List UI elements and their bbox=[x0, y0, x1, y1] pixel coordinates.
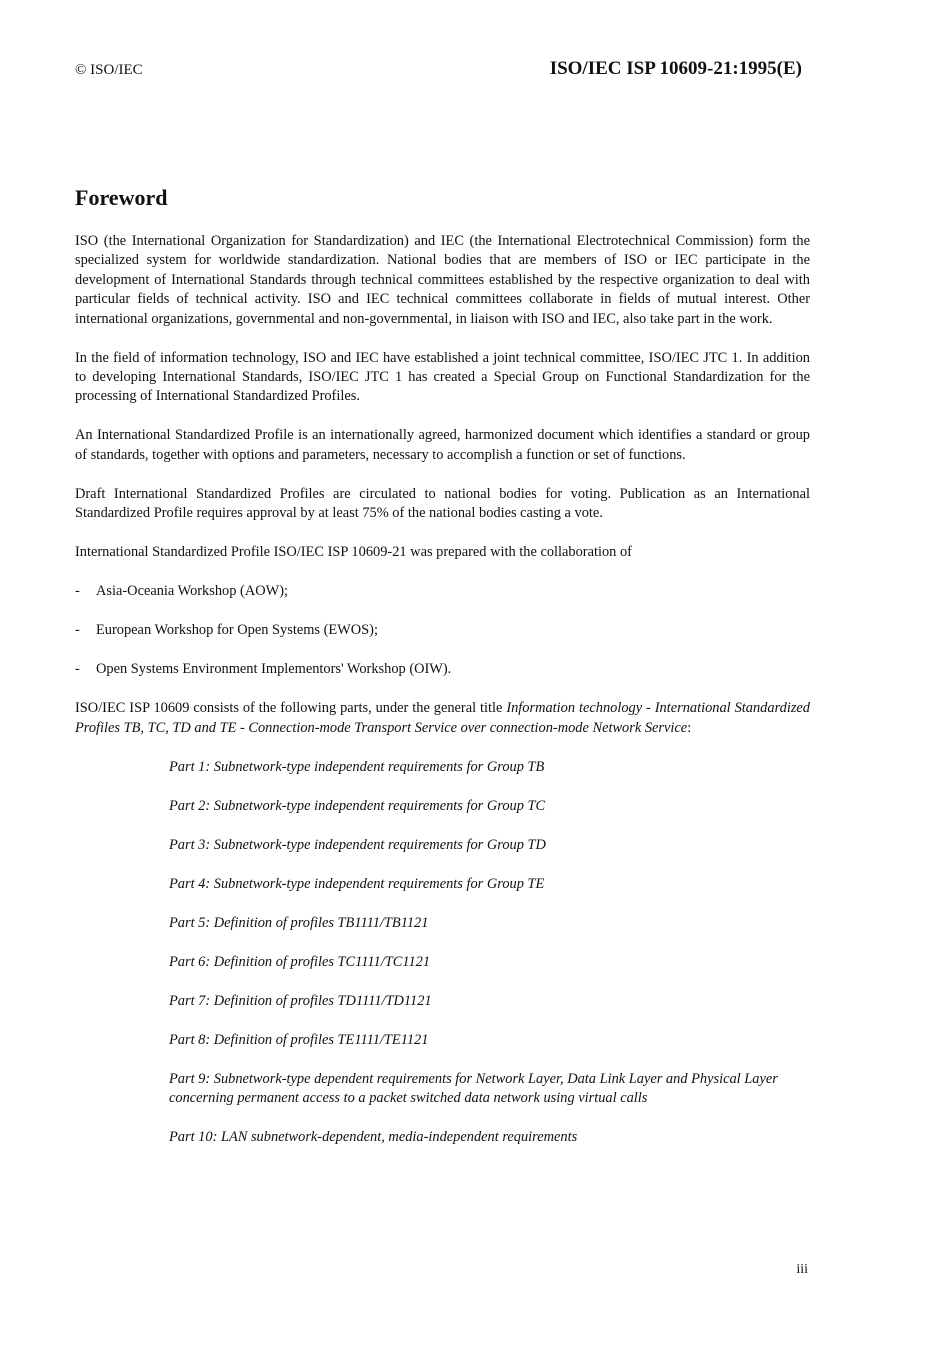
list-item-text: Asia-Oceania Workshop (AOW); bbox=[96, 583, 288, 600]
bullet-dash: - bbox=[75, 661, 80, 678]
parts-intro bbox=[75, 699, 810, 738]
paragraph: ISO (the International Organization for Standardization) and IEC (the International Electrotechnical Commission) form the specialized system for worldwide standardization. National bodies that are members of ISO or IEC participate in the development of International Standards through technical committees established by the respective organization to deal with particular fields of technical activity. ISO and IEC technical committees collaborate in fields of mutual interest. Other international organizations, governmental and non-governmental, in liaison with ISO and IEC, also take part in the work. bbox=[75, 233, 810, 327]
list-item-text: European Workshop for Open Systems (EWOS); bbox=[96, 622, 378, 639]
list-item-text: Open Systems Environment Implementors' Workshop (OIW). bbox=[96, 661, 452, 678]
bullet-dash: - bbox=[75, 622, 80, 639]
paragraph: In the field of information technology, ISO and IEC have established a joint technical committee, ISO/IEC JTC 1. In addition to developing International Standards, ISO/IEC JTC 1 has created a Special Group on Functional Standardization for the processing of International Standardized Profiles. bbox=[75, 349, 810, 405]
part-item: Part 6: Definition of profiles TC1111/TC1121 bbox=[169, 953, 431, 970]
parts-list bbox=[75, 758, 810, 1148]
page-title: Foreword bbox=[75, 185, 168, 210]
part-item: Part 7: Definition of profiles TD1111/TD1121 bbox=[169, 992, 432, 1009]
page-number: iii bbox=[796, 1262, 808, 1277]
parts-intro-tail: : bbox=[687, 719, 692, 736]
part-item: Part 2: Subnetwork-type independent requirements for Group TC bbox=[169, 797, 546, 814]
list-item bbox=[75, 621, 810, 640]
list-item bbox=[75, 582, 810, 601]
part-item: Part 10: LAN subnetwork-dependent, media-independent requirements bbox=[169, 1129, 578, 1146]
part-item: Part 8: Definition of profiles TE1111/TE1121 bbox=[169, 1031, 429, 1048]
bullet-dash: - bbox=[75, 583, 80, 600]
collaborators-list bbox=[75, 582, 810, 679]
general-title: Information technology - International Standardized Profiles TB, TC, TD and TE - Connection-mode Transport Service over connection-mode Network Service bbox=[75, 700, 811, 736]
part-item: Part 4: Subnetwork-type independent requirements for Group TE bbox=[169, 875, 545, 892]
part-item: Part 5: Definition of profiles TB1111/TB1121 bbox=[169, 914, 429, 931]
parts-intro-lead: ISO/IEC ISP 10609 consists of the following parts, under the general title bbox=[75, 700, 507, 717]
part-item: Part 9: Subnetwork-type dependent requirements for Network Layer, Data Link Layer and Physical Layer concerning permanent access to a packet switched data network using virtual calls bbox=[169, 1070, 778, 1107]
foreword-body bbox=[75, 232, 810, 1167]
list-item bbox=[75, 660, 810, 679]
header-document-id: ISO/IEC ISP 10609-21:1995(E) bbox=[549, 58, 802, 79]
paragraph: Draft International Standardized Profiles are circulated to national bodies for voting. Publication as an International Standardized Profile requires approval by at least 75% of the national bodies casting a vote. bbox=[75, 485, 810, 522]
paragraph: International Standardized Profile ISO/IEC ISP 10609-21 was prepared with the collaboration of bbox=[75, 544, 632, 561]
part-item: Part 3: Subnetwork-type independent requirements for Group TD bbox=[169, 836, 546, 853]
part-item: Part 1: Subnetwork-type independent requirements for Group TB bbox=[169, 758, 545, 775]
header-copyright: © ISO/IEC bbox=[75, 62, 143, 78]
paragraph: An International Standardized Profile is an internationally agreed, harmonized document which identifies a standard or group of standards, together with options and parameters, necessary to accomplish a function or set of functions. bbox=[75, 427, 810, 463]
